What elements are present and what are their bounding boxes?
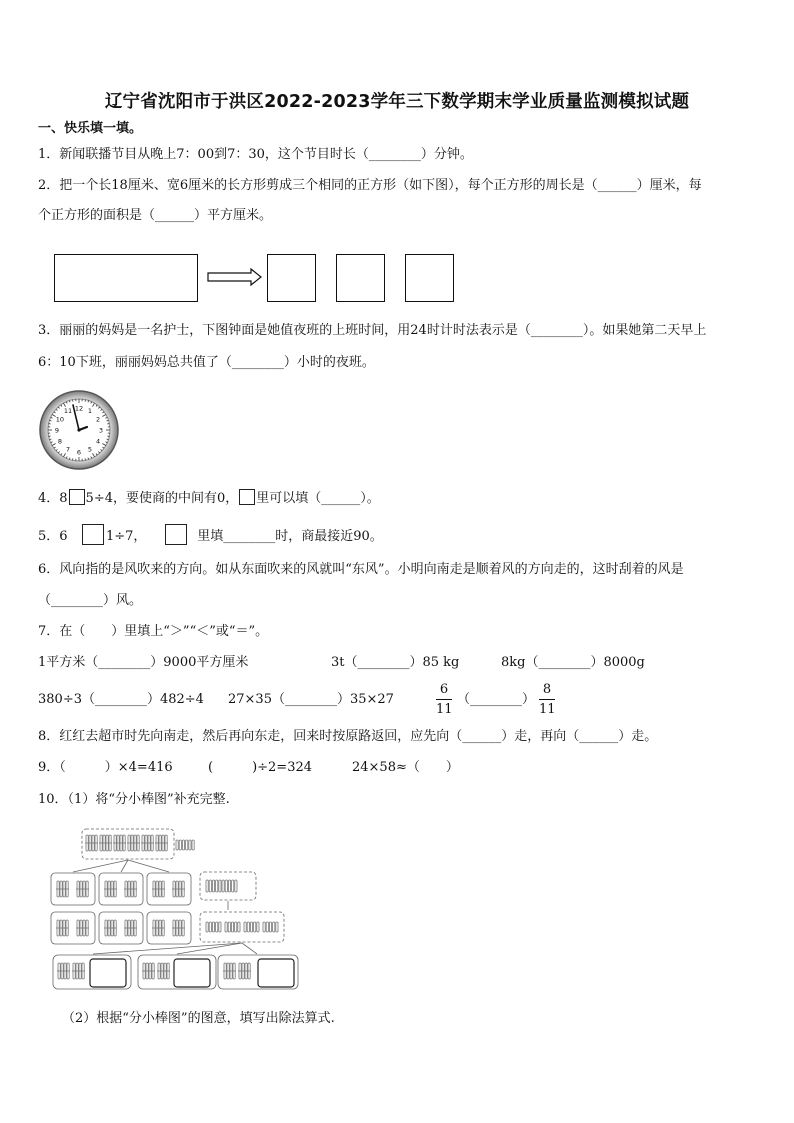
- rectangle-figure: [54, 254, 198, 302]
- question-8: 8．红红去超市时先向南走，然后再向东走，回来时按原路返回，应先向（______）走，再向（______）走。: [38, 729, 658, 744]
- stick-division-diagram: [50, 826, 310, 992]
- page-title: 辽宁省沈阳市于洪区2022-2023学年三下数学期末学业质量监测模拟试题: [104, 92, 690, 112]
- q7-item-5: 27×35（________）35×27: [228, 692, 394, 707]
- clock-number: 2: [95, 415, 101, 424]
- question-9-a: 9．（ ）×4=416: [38, 760, 173, 775]
- question-7: 7．在（ ）里填上“＞”“＜”或“＝”。: [38, 624, 269, 639]
- arrow-right-icon: [207, 268, 263, 286]
- question-9-b: ( )÷2=324: [208, 760, 313, 775]
- clock-number: 7: [65, 445, 71, 454]
- clock-number: 12: [74, 404, 84, 413]
- square-figure-3: [405, 254, 454, 302]
- question-6-line1: 6．风向指的是风吹来的方向。如从东面吹来的风就叫“东风”。小明向南走是顺着风的方向走的，这时刮着的风是: [38, 562, 684, 577]
- clock-number: 9: [54, 426, 60, 435]
- clock-number: 10: [55, 415, 65, 424]
- clock-number: 1: [87, 407, 93, 416]
- blank-box[interactable]: [239, 489, 255, 505]
- square-figure-2: [336, 254, 385, 302]
- clock-number: 3: [98, 426, 104, 435]
- fraction-6-11: 6 11: [436, 682, 453, 717]
- question-10-part2: （2）根据“分小棒图”的图意，填写出除法算式.: [62, 1011, 335, 1026]
- clock-number: 5: [87, 445, 93, 454]
- blank-box[interactable]: [165, 524, 187, 545]
- question-1: 1．新闻联播节目从晚上7：00到7：30，这个节目时长（________）分钟。: [38, 147, 473, 162]
- question-3-line1: 3．丽丽的妈妈是一名护士，下图钟面是她值夜班的上班时间，用24时计时法表示是（________）。如果她第二天早上: [38, 323, 707, 338]
- question-5: 5．6 1÷7， 里填________时，商最接近90。: [38, 524, 383, 545]
- clock-number: 8: [57, 437, 63, 446]
- q7-item-2: 3t（________）85 kg: [331, 655, 460, 670]
- clock-number: 4: [95, 437, 101, 446]
- question-9-c: 24×58≈（ ）: [352, 760, 459, 775]
- blank-box[interactable]: [69, 489, 85, 505]
- question-3-line2: 6：10下班，丽丽妈妈总共值了（________）小时的夜班。: [38, 355, 375, 370]
- clock-face: [38, 390, 120, 470]
- question-6-line2: （________）风。: [38, 593, 143, 608]
- question-2-line1: 2．把一个长18厘米、宽6厘米的长方形剪成三个相同的正方形（如下图），每个正方形的周长是（______）厘米，每: [38, 178, 702, 193]
- question-10-part1: 10．（1）将“分小棒图”补充完整.: [38, 792, 230, 807]
- q7-item-4: 380÷3（________）482÷4: [38, 692, 204, 707]
- q7-item-6: （________）: [457, 692, 536, 707]
- question-4: 4．8 5÷4，要使商的中间有0， 里可以填（______）。: [38, 491, 380, 506]
- question-2-line2: 个正方形的面积是（______）平方厘米。: [38, 208, 273, 223]
- clock-number: 6: [76, 448, 82, 457]
- q7-item-3: 8kg（________）8000g: [501, 655, 645, 670]
- section-heading: 一、快乐填一填。: [38, 121, 143, 136]
- clock-number: 11: [63, 407, 73, 416]
- fraction-8-11: 8 11: [539, 682, 556, 717]
- q7-item-1: 1平方米（________）9000平方厘米: [38, 655, 249, 670]
- square-figure-1: [267, 254, 316, 302]
- blank-box[interactable]: [82, 524, 104, 545]
